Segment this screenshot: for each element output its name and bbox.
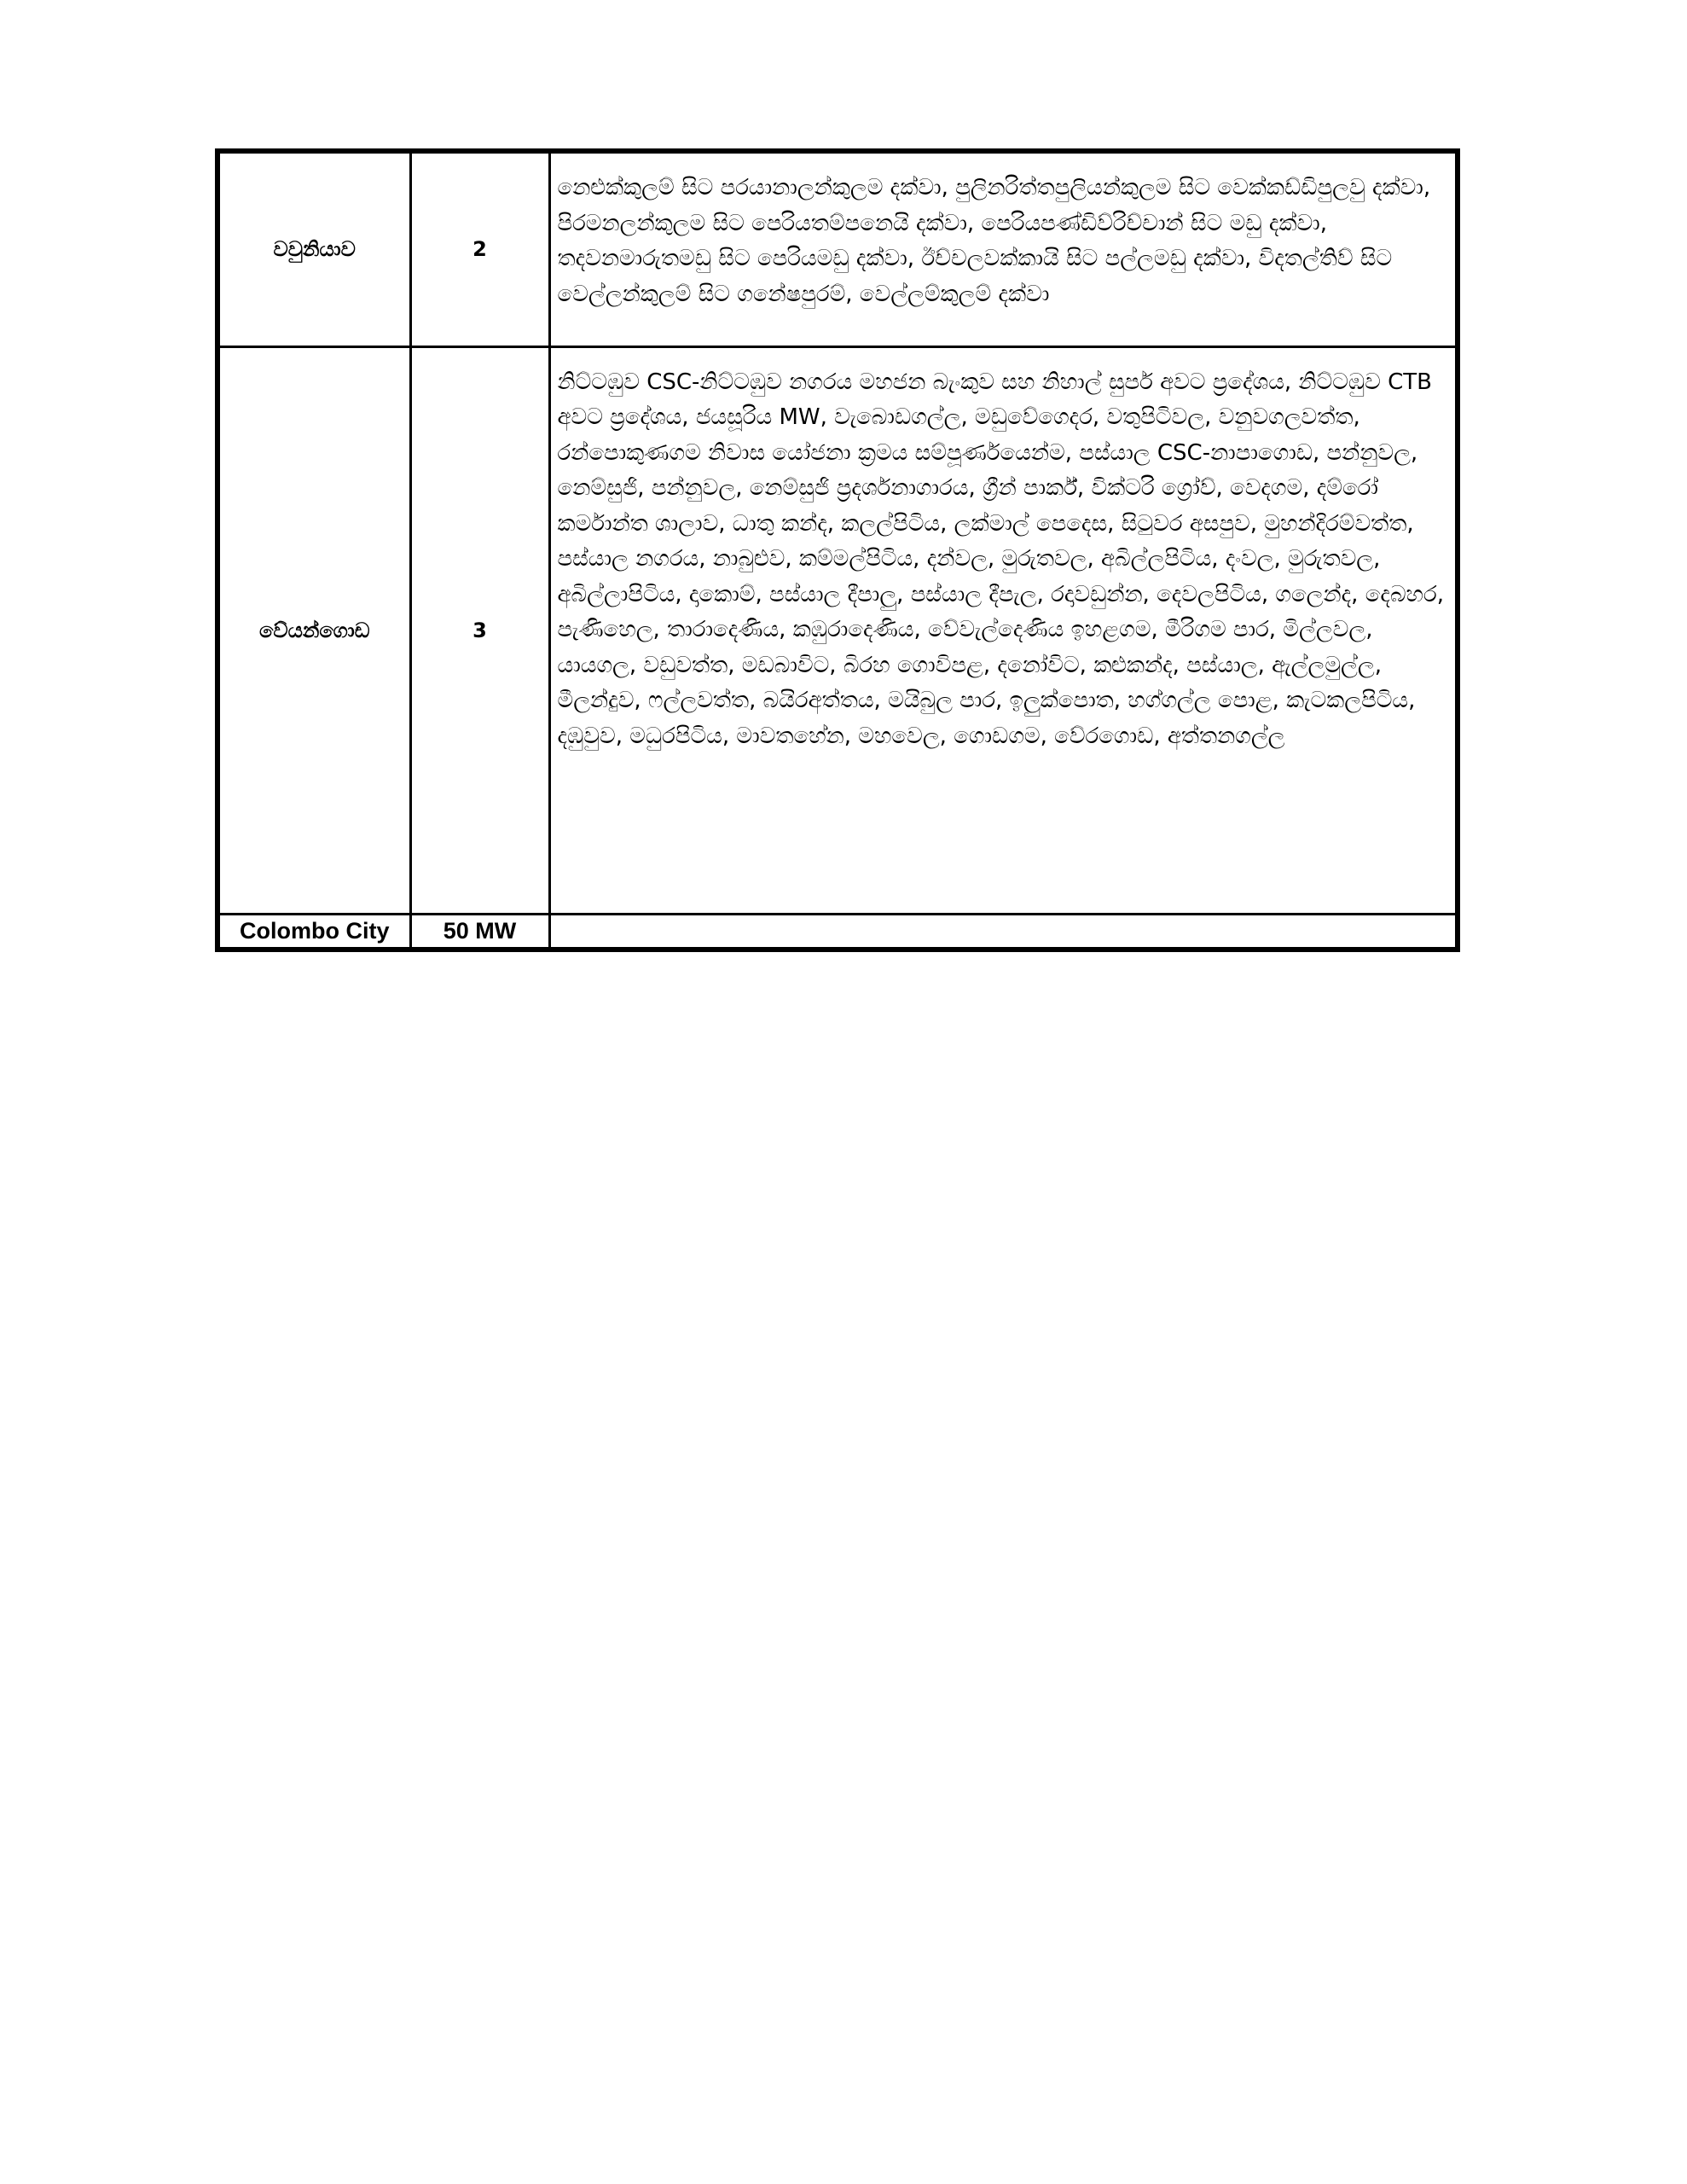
area-cell: වේයන්ගොඩ [217,346,410,914]
power-cut-schedule-table [215,148,1460,952]
group-cell: 50 MW [410,914,549,950]
area-cell: වවුනියාව [217,151,410,346]
group-cell: 3 [410,346,549,914]
places-cell: නෙළුක්කුලම් සිට පරයානාලන්කුලම දක්වා, පුලිනරිත්තපුලියන්කුලම සිට වෙක්කඩ්ඩිපුලවු දක්වා, පිරමනලන්කුලම සිට පෙරියතම්පනෙයි දක්වා, පෙරියපණ්ඩිව්රිච්චාන් සිට මඩු දක්වා, තදවනමාරුතමඩු සිට පෙරියමඩු දක්වා, ඊච්චලවක්කායි සිට පල්ලමඩු දක්වා, විදතල්තිව් සිට වෙල්ලන්කුලම් සිට ගනේෂපුරම්, වෙල්ලම්කුලම් දක්වා [549,151,1458,346]
area-cell: Colombo City [217,914,410,950]
places-cell: නිට්ටඹුව CSC-නිට්ටඹුව නගරය මහජන බැංකුව සහ නිහාල් සුපර් අවට ප්‍රදේශය, නිට්ටඹුව CTB අවට ප්‍රදේශය, ජයසූරිය MW, වැබොඩගල්ල, මඩුවේගෙදර, වතුපිටිවල, වනුවගලවත්ත, රන්පොකුණගම නිවාස යෝජනා ක්‍රමය සම්පූර්ණයෙන්ම, පස්යාල CSC-නාපාගොඩ, පන්නුවල, නෙම්සුජි, පන්නුවල, නෙම්සුජි ප්‍රදර්ශනාගාරය, ග්‍රීන් පාර්ක්, වික්ටරි ග්‍රෝව්, වෙදගම, දම්රෝ කර්මාන්ත ශාලාව, ධාතු කන්ද, කලල්පිටිය, ලක්මාල් පෙදෙස, සිටුවර අසපුව, මුහන්දිරම්වත්ත, පස්යාල නගරය, නාබුළුව, කම්මල්පිටිය, දන්වල, මුරුතවල, අබිල්ලපිටිය, දංවල, මුරුතවල, අබිල්ලාපිටිය, දාකොම්, පස්යාල දීපාලු, පස්යාල දීපැල, රදාවඩුන්න, දෙවලපිටිය, ගලෙන්ද, දෙබහර, පැණිහෙල, තාරාදෙණිය, කඹුරාදෙණිය, වේවැල්දෙණිය ඉහළගම, මීරිගම පාර, මිල්ලවල, යායගල, වඩුවත්ත, මඩබාවිට, බිරහ ගොවිපළ, දනෝවිට, කළුකන්ද, පස්යාල, ඇල්ලමුල්ල, මීලන්දුව, ෆල්ලවත්ත, බයිරඅත්තය, මයිබුල පාර, ඉලුක්පොත, හග්ගල්ල පොළ, කැටකලපිටිය, දඹුවුව, මධුරපිටිය, මාවතහේන, මහවෙල, ගොඩගම, වේරගොඩ, අත්තනගල්ල [549,346,1458,914]
group-cell: 2 [410,151,549,346]
places-cell [549,914,1458,950]
table-row [217,151,1458,346]
table-row [217,346,1458,914]
table-row [217,914,1458,950]
